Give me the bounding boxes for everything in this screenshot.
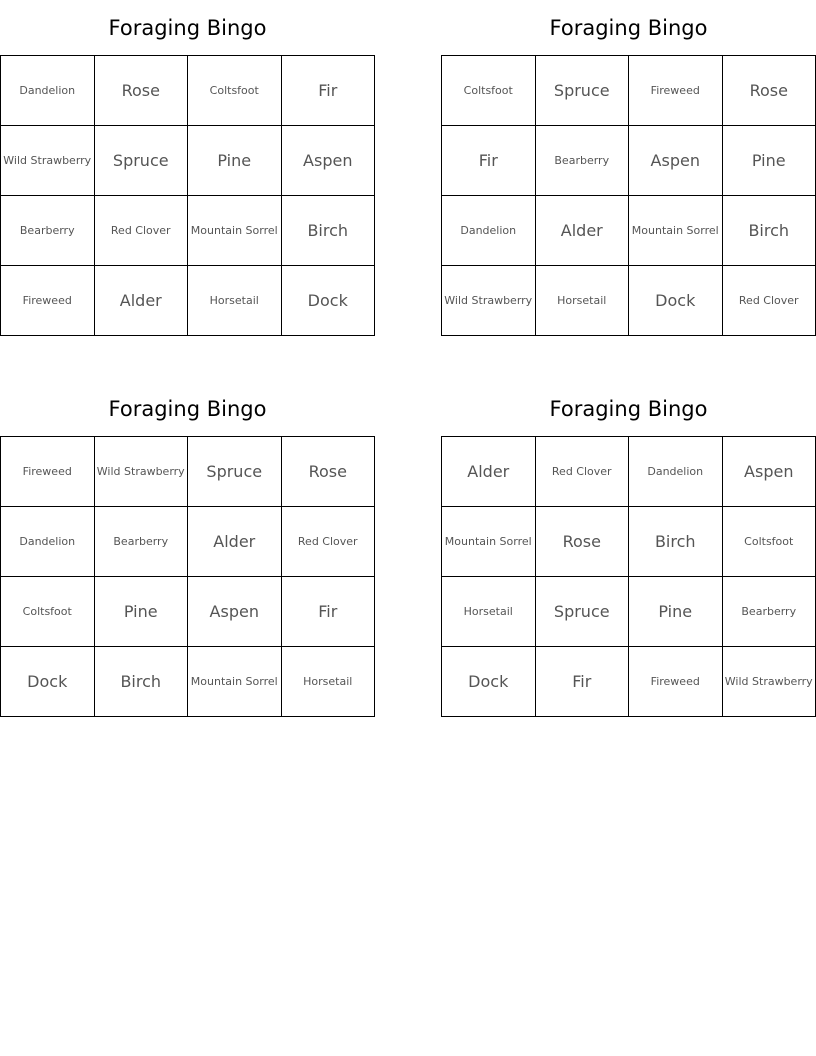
bingo-cell: Fir xyxy=(282,56,376,126)
bingo-cell: Coltsfoot xyxy=(723,507,816,577)
bingo-cell: Dandelion xyxy=(442,196,536,266)
bingo-cell: Bearberry xyxy=(95,507,189,577)
bingo-card-3 xyxy=(0,381,375,717)
bingo-cell: Birch xyxy=(723,196,816,266)
bingo-cell: Horsetail xyxy=(282,647,376,717)
card-title: Foraging Bingo xyxy=(549,16,708,40)
card-title: Foraging Bingo xyxy=(549,397,708,421)
bingo-cell: Dandelion xyxy=(1,56,95,126)
bingo-cell: Pine xyxy=(629,577,723,647)
bingo-cell: Alder xyxy=(536,196,630,266)
bingo-cell: Red Clover xyxy=(536,437,630,507)
bingo-cell: Horsetail xyxy=(188,266,282,336)
bingo-cell: Mountain Sorrel xyxy=(188,647,282,717)
card-title: Foraging Bingo xyxy=(108,16,267,40)
bingo-grid xyxy=(441,436,816,717)
bingo-cell: Aspen xyxy=(188,577,282,647)
bingo-cell: Alder xyxy=(95,266,189,336)
bingo-cell: Rose xyxy=(536,507,630,577)
bingo-cell: Bearberry xyxy=(1,196,95,266)
bingo-cell: Fir xyxy=(442,126,536,196)
bingo-cell: Dock xyxy=(442,647,536,717)
bingo-cell: Aspen xyxy=(723,437,816,507)
bingo-cell: Pine xyxy=(188,126,282,196)
bingo-cell: Dandelion xyxy=(1,507,95,577)
bingo-cell: Birch xyxy=(629,507,723,577)
bingo-card-4 xyxy=(441,381,816,717)
bingo-cell: Rose xyxy=(282,437,376,507)
bingo-cell: Birch xyxy=(282,196,376,266)
bingo-cell: Red Clover xyxy=(282,507,376,577)
bingo-cell: Wild Strawberry xyxy=(723,647,816,717)
bingo-cell: Red Clover xyxy=(723,266,816,336)
bingo-cell: Coltsfoot xyxy=(188,56,282,126)
bingo-cell: Wild Strawberry xyxy=(1,126,95,196)
bingo-cell: Horsetail xyxy=(442,577,536,647)
bingo-cell: Bearberry xyxy=(536,126,630,196)
bingo-cell: Alder xyxy=(442,437,536,507)
bingo-cell: Horsetail xyxy=(536,266,630,336)
card-title: Foraging Bingo xyxy=(108,397,267,421)
bingo-cell: Spruce xyxy=(536,56,630,126)
bingo-cell: Rose xyxy=(723,56,816,126)
bingo-cell: Spruce xyxy=(188,437,282,507)
bingo-cell: Aspen xyxy=(282,126,376,196)
bingo-cell: Fir xyxy=(536,647,630,717)
bingo-grid xyxy=(0,55,375,336)
bingo-cell: Pine xyxy=(95,577,189,647)
bingo-grid xyxy=(0,436,375,717)
bingo-cell: Birch xyxy=(95,647,189,717)
bingo-grid xyxy=(441,55,816,336)
bingo-cell: Bearberry xyxy=(723,577,816,647)
bingo-cell: Spruce xyxy=(95,126,189,196)
bingo-card-1 xyxy=(0,0,375,336)
bingo-cell: Mountain Sorrel xyxy=(442,507,536,577)
bingo-cell: Mountain Sorrel xyxy=(629,196,723,266)
bingo-cell: Fireweed xyxy=(629,56,723,126)
bingo-cell: Coltsfoot xyxy=(442,56,536,126)
bingo-cell: Coltsfoot xyxy=(1,577,95,647)
bingo-cell: Alder xyxy=(188,507,282,577)
bingo-cell: Red Clover xyxy=(95,196,189,266)
bingo-cell: Rose xyxy=(95,56,189,126)
bingo-cell: Dock xyxy=(629,266,723,336)
bingo-cell: Aspen xyxy=(629,126,723,196)
bingo-cell: Fireweed xyxy=(1,437,95,507)
bingo-cell: Fir xyxy=(282,577,376,647)
bingo-cell: Fireweed xyxy=(629,647,723,717)
bingo-cell: Wild Strawberry xyxy=(95,437,189,507)
bingo-cell: Mountain Sorrel xyxy=(188,196,282,266)
bingo-cell: Fireweed xyxy=(1,266,95,336)
bingo-cell: Dock xyxy=(1,647,95,717)
bingo-cell: Wild Strawberry xyxy=(442,266,536,336)
bingo-cell: Spruce xyxy=(536,577,630,647)
bingo-cell: Dandelion xyxy=(629,437,723,507)
bingo-cell: Dock xyxy=(282,266,376,336)
bingo-cell: Pine xyxy=(723,126,816,196)
bingo-card-2 xyxy=(441,0,816,336)
